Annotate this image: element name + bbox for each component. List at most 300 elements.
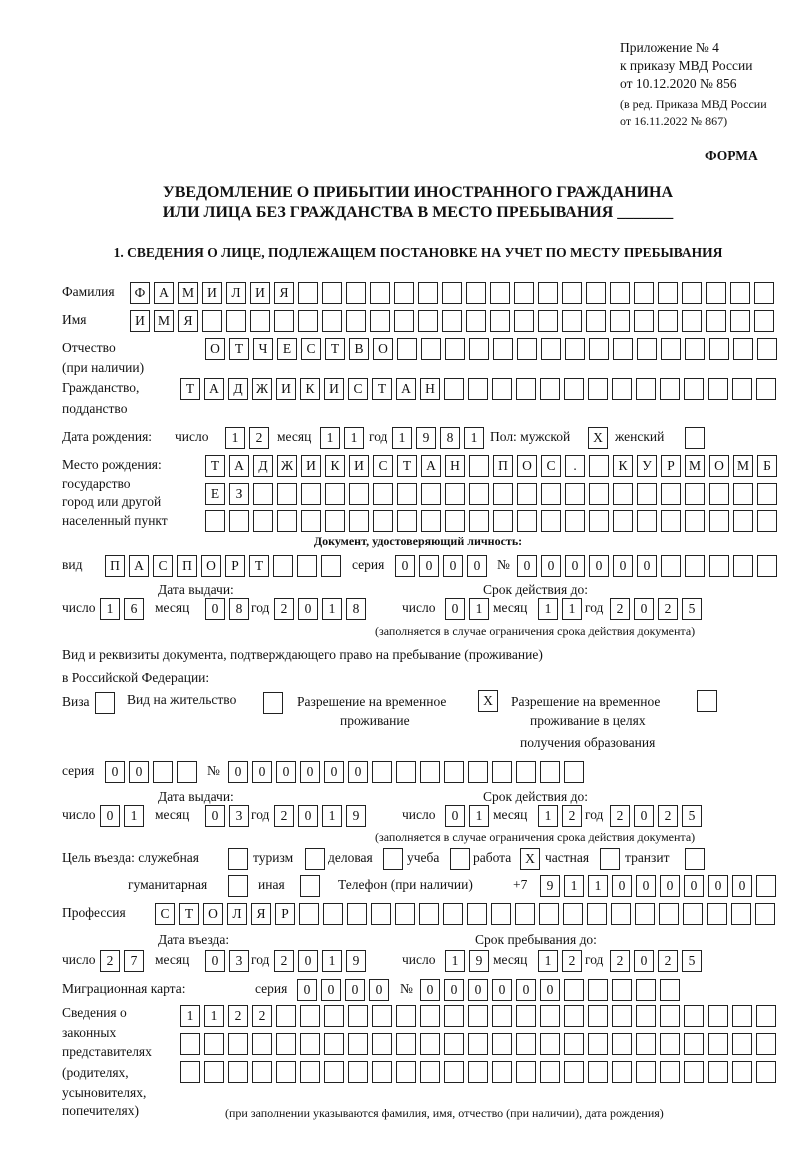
char-box[interactable]	[730, 310, 750, 332]
char-box[interactable]: Л	[226, 282, 246, 304]
char-box[interactable]: 8	[440, 427, 460, 449]
char-box[interactable]	[613, 483, 633, 505]
mc-number-field[interactable]	[420, 979, 684, 1001]
char-box[interactable]	[565, 483, 585, 505]
char-box[interactable]	[709, 510, 729, 532]
char-box[interactable]: 2	[610, 805, 630, 827]
char-box[interactable]	[660, 1061, 680, 1083]
char-box[interactable]: 0	[516, 979, 536, 1001]
char-box[interactable]	[660, 1033, 680, 1055]
char-box[interactable]	[349, 483, 369, 505]
char-box[interactable]	[636, 1033, 656, 1055]
char-box[interactable]	[685, 555, 705, 577]
id-kind-field[interactable]	[105, 555, 345, 577]
char-box[interactable]	[708, 378, 728, 400]
stay-number-field[interactable]	[228, 761, 588, 783]
char-box[interactable]: 0	[540, 979, 560, 1001]
char-box[interactable]	[420, 1061, 440, 1083]
char-box[interactable]	[637, 510, 657, 532]
char-box[interactable]	[587, 903, 607, 925]
char-box[interactable]: Ф	[130, 282, 150, 304]
char-box[interactable]: 5	[682, 950, 702, 972]
id-valid-month-field[interactable]	[538, 598, 586, 620]
char-box[interactable]	[658, 282, 678, 304]
char-box[interactable]	[684, 1061, 704, 1083]
char-box[interactable]	[444, 1033, 464, 1055]
char-box[interactable]	[588, 1005, 608, 1027]
char-box[interactable]: М	[178, 282, 198, 304]
char-box[interactable]: 0	[613, 555, 633, 577]
char-box[interactable]: 0	[298, 598, 318, 620]
char-box[interactable]	[610, 282, 630, 304]
char-box[interactable]: Н	[420, 378, 440, 400]
char-box[interactable]	[586, 310, 606, 332]
char-box[interactable]	[204, 1033, 224, 1055]
char-box[interactable]	[589, 455, 609, 477]
char-box[interactable]: К	[613, 455, 633, 477]
entry-month-field[interactable]	[205, 950, 253, 972]
char-box[interactable]	[563, 903, 583, 925]
char-box[interactable]	[301, 483, 321, 505]
surname-field[interactable]	[130, 282, 778, 304]
char-box[interactable]	[444, 1061, 464, 1083]
char-box[interactable]	[324, 1005, 344, 1027]
char-box[interactable]: 7	[124, 950, 144, 972]
char-box[interactable]	[637, 338, 657, 360]
char-box[interactable]	[445, 510, 465, 532]
char-box[interactable]: С	[301, 338, 321, 360]
char-box[interactable]	[204, 1061, 224, 1083]
purpose-study-checkbox[interactable]	[450, 848, 474, 870]
char-box[interactable]: 0	[467, 555, 487, 577]
char-box[interactable]: Я	[251, 903, 271, 925]
char-box[interactable]: 0	[300, 761, 320, 783]
visa-checkbox[interactable]	[95, 692, 119, 714]
birthplace-2-field[interactable]	[205, 483, 781, 505]
char-box[interactable]: 0	[708, 875, 728, 897]
char-box[interactable]: 1	[180, 1005, 200, 1027]
char-box[interactable]	[444, 761, 464, 783]
char-box[interactable]: Т	[325, 338, 345, 360]
char-box[interactable]: Д	[228, 378, 248, 400]
char-box[interactable]	[755, 903, 775, 925]
char-box[interactable]: А	[421, 455, 441, 477]
char-box[interactable]	[277, 483, 297, 505]
char-box[interactable]	[514, 310, 534, 332]
char-box[interactable]: 0	[732, 875, 752, 897]
char-box[interactable]: Т	[372, 378, 392, 400]
char-box[interactable]	[685, 510, 705, 532]
char-box[interactable]	[516, 378, 536, 400]
char-box[interactable]: Т	[229, 338, 249, 360]
char-box[interactable]: 1	[322, 598, 342, 620]
char-box[interactable]	[372, 1005, 392, 1027]
char-box[interactable]	[517, 483, 537, 505]
char-box[interactable]	[442, 282, 462, 304]
char-box[interactable]: 0	[345, 979, 365, 1001]
char-box[interactable]: 9	[540, 875, 560, 897]
char-box[interactable]	[274, 310, 294, 332]
char-box[interactable]: 0	[321, 979, 341, 1001]
char-box[interactable]	[564, 1005, 584, 1027]
purpose-private-checkbox[interactable]	[600, 848, 624, 870]
char-box[interactable]	[299, 903, 319, 925]
birthplace-3-field[interactable]	[205, 510, 781, 532]
mc-series-field[interactable]	[297, 979, 393, 1001]
char-box[interactable]	[492, 378, 512, 400]
char-box[interactable]	[468, 761, 488, 783]
char-box[interactable]: 1	[538, 598, 558, 620]
char-box[interactable]	[492, 1061, 512, 1083]
stay-until-month-field[interactable]	[538, 950, 586, 972]
entry-day-field[interactable]	[100, 950, 148, 972]
char-box[interactable]	[252, 1033, 272, 1055]
char-box[interactable]	[277, 510, 297, 532]
char-box[interactable]	[469, 483, 489, 505]
char-box[interactable]	[468, 1005, 488, 1027]
char-box[interactable]	[541, 483, 561, 505]
rep-2-field[interactable]	[180, 1033, 780, 1055]
char-box[interactable]	[540, 1005, 560, 1027]
char-box[interactable]	[180, 1061, 200, 1083]
char-box[interactable]: 1	[344, 427, 364, 449]
char-box[interactable]	[467, 903, 487, 925]
char-box[interactable]: 0	[492, 979, 512, 1001]
purpose-transit-checkbox[interactable]	[685, 848, 709, 870]
char-box[interactable]	[708, 1033, 728, 1055]
char-box[interactable]	[756, 1033, 776, 1055]
patronymic-field[interactable]	[205, 338, 781, 360]
char-box[interactable]	[588, 1033, 608, 1055]
char-box[interactable]: 1	[100, 598, 120, 620]
char-box[interactable]: 2	[610, 950, 630, 972]
char-box[interactable]	[346, 282, 366, 304]
char-box[interactable]	[300, 1005, 320, 1027]
char-box[interactable]	[394, 310, 414, 332]
char-box[interactable]	[397, 483, 417, 505]
char-box[interactable]	[589, 510, 609, 532]
char-box[interactable]: 3	[229, 950, 249, 972]
char-box[interactable]: 0	[298, 805, 318, 827]
trpe-checkbox[interactable]	[697, 690, 721, 712]
char-box[interactable]	[228, 848, 248, 870]
char-box[interactable]	[177, 761, 197, 783]
char-box[interactable]: 2	[274, 805, 294, 827]
purpose-other-checkbox[interactable]	[300, 875, 324, 897]
profession-field[interactable]	[155, 903, 779, 925]
char-box[interactable]	[450, 848, 470, 870]
stay-issue-month-field[interactable]	[205, 805, 253, 827]
char-box[interactable]	[301, 510, 321, 532]
char-box[interactable]	[421, 338, 441, 360]
char-box[interactable]: З	[229, 483, 249, 505]
char-box[interactable]	[421, 510, 441, 532]
char-box[interactable]	[684, 378, 704, 400]
rep-3-field[interactable]	[180, 1061, 780, 1083]
char-box[interactable]	[348, 1033, 368, 1055]
sex-female-checkbox[interactable]	[685, 427, 709, 449]
char-box[interactable]	[228, 1033, 248, 1055]
char-box[interactable]	[228, 1061, 248, 1083]
char-box[interactable]	[445, 483, 465, 505]
char-box[interactable]	[492, 1005, 512, 1027]
char-box[interactable]	[322, 310, 342, 332]
char-box[interactable]: Т	[397, 455, 417, 477]
char-box[interactable]: 0	[612, 875, 632, 897]
char-box[interactable]: 0	[205, 598, 225, 620]
char-box[interactable]: 0	[129, 761, 149, 783]
char-box[interactable]: М	[154, 310, 174, 332]
char-box[interactable]	[276, 1061, 296, 1083]
char-box[interactable]: 1	[225, 427, 245, 449]
char-box[interactable]: И	[202, 282, 222, 304]
char-box[interactable]	[709, 555, 729, 577]
char-box[interactable]: 2	[274, 950, 294, 972]
char-box[interactable]	[396, 1033, 416, 1055]
char-box[interactable]: 9	[346, 805, 366, 827]
char-box[interactable]	[541, 510, 561, 532]
birth-year-field[interactable]	[392, 427, 488, 449]
trp-checkbox[interactable]	[478, 690, 502, 712]
char-box[interactable]	[514, 282, 534, 304]
char-box[interactable]	[517, 510, 537, 532]
char-box[interactable]: 0	[419, 555, 439, 577]
char-box[interactable]	[253, 510, 273, 532]
char-box[interactable]	[348, 1061, 368, 1083]
char-box[interactable]: Р	[225, 555, 245, 577]
id-number-field[interactable]	[517, 555, 781, 577]
char-box[interactable]: 0	[205, 805, 225, 827]
char-box[interactable]: Ж	[277, 455, 297, 477]
char-box[interactable]	[565, 338, 585, 360]
id-issue-year-field[interactable]	[274, 598, 370, 620]
char-box[interactable]	[419, 903, 439, 925]
char-box[interactable]	[421, 483, 441, 505]
char-box[interactable]: .	[565, 455, 585, 477]
char-box[interactable]: X	[588, 427, 608, 449]
char-box[interactable]	[733, 338, 753, 360]
char-box[interactable]	[445, 338, 465, 360]
char-box[interactable]	[491, 903, 511, 925]
char-box[interactable]: О	[373, 338, 393, 360]
purpose-work-checkbox[interactable]	[520, 848, 544, 870]
purpose-official-checkbox[interactable]	[228, 848, 252, 870]
char-box[interactable]: 0	[541, 555, 561, 577]
char-box[interactable]: Т	[179, 903, 199, 925]
char-box[interactable]	[706, 282, 726, 304]
char-box[interactable]: 5	[682, 598, 702, 620]
char-box[interactable]: И	[250, 282, 270, 304]
char-box[interactable]: П	[105, 555, 125, 577]
char-box[interactable]: С	[373, 455, 393, 477]
char-box[interactable]	[516, 1033, 536, 1055]
char-box[interactable]: 1	[562, 598, 582, 620]
char-box[interactable]: С	[153, 555, 173, 577]
char-box[interactable]	[250, 310, 270, 332]
id-valid-year-field[interactable]	[610, 598, 706, 620]
char-box[interactable]	[540, 1033, 560, 1055]
char-box[interactable]	[754, 310, 774, 332]
char-box[interactable]: А	[204, 378, 224, 400]
char-box[interactable]: А	[154, 282, 174, 304]
char-box[interactable]	[95, 692, 115, 714]
char-box[interactable]	[516, 761, 536, 783]
char-box[interactable]: 2	[658, 805, 678, 827]
char-box[interactable]: 1	[538, 805, 558, 827]
char-box[interactable]	[202, 310, 222, 332]
char-box[interactable]: 0	[395, 555, 415, 577]
char-box[interactable]	[708, 1005, 728, 1027]
char-box[interactable]	[661, 483, 681, 505]
char-box[interactable]: 1	[445, 950, 465, 972]
char-box[interactable]	[612, 1005, 632, 1027]
char-box[interactable]: 0	[634, 805, 654, 827]
id-series-field[interactable]	[395, 555, 491, 577]
char-box[interactable]	[443, 903, 463, 925]
char-box[interactable]	[564, 1061, 584, 1083]
stay-issue-day-field[interactable]	[100, 805, 148, 827]
char-box[interactable]: Ж	[252, 378, 272, 400]
char-box[interactable]: 2	[562, 805, 582, 827]
char-box[interactable]: 1	[538, 950, 558, 972]
char-box[interactable]	[660, 979, 680, 1001]
char-box[interactable]: 0	[636, 875, 656, 897]
char-box[interactable]	[297, 555, 317, 577]
char-box[interactable]	[492, 1033, 512, 1055]
char-box[interactable]	[757, 338, 777, 360]
char-box[interactable]	[684, 1005, 704, 1027]
char-box[interactable]	[539, 903, 559, 925]
char-box[interactable]: 0	[348, 761, 368, 783]
char-box[interactable]	[298, 310, 318, 332]
char-box[interactable]: Л	[227, 903, 247, 925]
char-box[interactable]: А	[129, 555, 149, 577]
char-box[interactable]: 1	[124, 805, 144, 827]
char-box[interactable]: Н	[445, 455, 465, 477]
char-box[interactable]: И	[349, 455, 369, 477]
char-box[interactable]	[564, 979, 584, 1001]
char-box[interactable]: М	[733, 455, 753, 477]
char-box[interactable]	[383, 848, 403, 870]
char-box[interactable]	[756, 378, 776, 400]
char-box[interactable]: 1	[320, 427, 340, 449]
char-box[interactable]: 0	[517, 555, 537, 577]
char-box[interactable]: П	[493, 455, 513, 477]
char-box[interactable]	[325, 510, 345, 532]
char-box[interactable]	[612, 1033, 632, 1055]
char-box[interactable]: О	[201, 555, 221, 577]
char-box[interactable]	[444, 378, 464, 400]
char-box[interactable]	[396, 1061, 416, 1083]
char-box[interactable]	[709, 338, 729, 360]
char-box[interactable]	[707, 903, 727, 925]
char-box[interactable]: И	[130, 310, 150, 332]
char-box[interactable]	[733, 510, 753, 532]
char-box[interactable]: Р	[661, 455, 681, 477]
char-box[interactable]	[732, 1061, 752, 1083]
char-box[interactable]	[661, 338, 681, 360]
stay-until-day-field[interactable]	[445, 950, 493, 972]
char-box[interactable]	[538, 310, 558, 332]
stay-valid-day-field[interactable]	[445, 805, 493, 827]
char-box[interactable]	[660, 378, 680, 400]
birth-month-field[interactable]	[320, 427, 368, 449]
char-box[interactable]	[493, 510, 513, 532]
char-box[interactable]: 0	[589, 555, 609, 577]
char-box[interactable]	[418, 310, 438, 332]
char-box[interactable]	[541, 338, 561, 360]
char-box[interactable]: 0	[443, 555, 463, 577]
char-box[interactable]: 0	[105, 761, 125, 783]
char-box[interactable]	[493, 338, 513, 360]
char-box[interactable]	[754, 282, 774, 304]
char-box[interactable]	[349, 510, 369, 532]
char-box[interactable]	[370, 282, 390, 304]
char-box[interactable]	[612, 979, 632, 1001]
char-box[interactable]	[469, 510, 489, 532]
char-box[interactable]: 5	[682, 805, 702, 827]
char-box[interactable]: М	[685, 455, 705, 477]
char-box[interactable]	[756, 1005, 776, 1027]
sex-male-checkbox[interactable]	[588, 427, 612, 449]
char-box[interactable]: И	[324, 378, 344, 400]
char-box[interactable]: 0	[298, 950, 318, 972]
char-box[interactable]: Р	[275, 903, 295, 925]
char-box[interactable]	[324, 1061, 344, 1083]
char-box[interactable]	[373, 510, 393, 532]
char-box[interactable]	[636, 979, 656, 1001]
char-box[interactable]: 3	[229, 805, 249, 827]
char-box[interactable]: 6	[124, 598, 144, 620]
char-box[interactable]	[323, 903, 343, 925]
char-box[interactable]	[613, 338, 633, 360]
char-box[interactable]: Т	[180, 378, 200, 400]
char-box[interactable]: 2	[252, 1005, 272, 1027]
purpose-tourism-checkbox[interactable]	[305, 848, 329, 870]
char-box[interactable]	[732, 1005, 752, 1027]
char-box[interactable]	[709, 483, 729, 505]
char-box[interactable]	[540, 1061, 560, 1083]
char-box[interactable]: 2	[610, 598, 630, 620]
char-box[interactable]	[564, 378, 584, 400]
char-box[interactable]: Я	[274, 282, 294, 304]
char-box[interactable]: 8	[229, 598, 249, 620]
char-box[interactable]	[468, 378, 488, 400]
entry-year-field[interactable]	[274, 950, 370, 972]
char-box[interactable]	[516, 1005, 536, 1027]
char-box[interactable]	[732, 378, 752, 400]
char-box[interactable]	[658, 310, 678, 332]
char-box[interactable]	[420, 1033, 440, 1055]
char-box[interactable]	[273, 555, 293, 577]
char-box[interactable]	[540, 378, 560, 400]
char-box[interactable]	[490, 310, 510, 332]
char-box[interactable]	[564, 761, 584, 783]
char-box[interactable]: В	[349, 338, 369, 360]
char-box[interactable]: Т	[205, 455, 225, 477]
char-box[interactable]	[565, 510, 585, 532]
char-box[interactable]: С	[348, 378, 368, 400]
char-box[interactable]	[708, 1061, 728, 1083]
char-box[interactable]	[372, 1033, 392, 1055]
char-box[interactable]	[634, 282, 654, 304]
char-box[interactable]: 9	[416, 427, 436, 449]
char-box[interactable]	[685, 427, 705, 449]
phone-field[interactable]	[540, 875, 780, 897]
char-box[interactable]	[515, 903, 535, 925]
stay-valid-year-field[interactable]	[610, 805, 706, 827]
char-box[interactable]	[325, 483, 345, 505]
